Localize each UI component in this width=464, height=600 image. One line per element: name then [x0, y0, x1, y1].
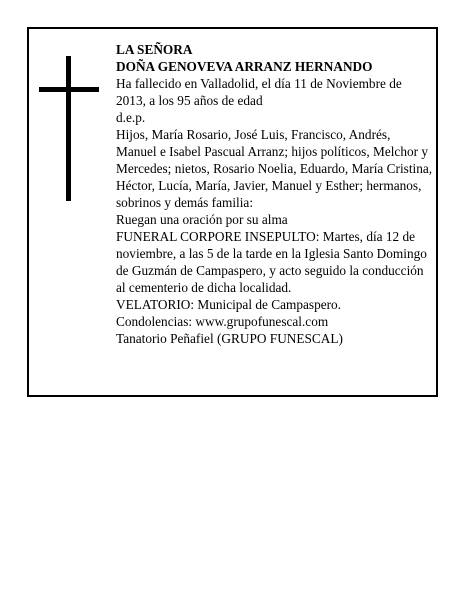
cross-vertical-bar [66, 56, 71, 201]
heading-title: LA SEÑORA [116, 42, 193, 57]
obituary-notice [27, 27, 438, 397]
wake-details: VELATORIO: Municipal de Campaspero. [116, 297, 342, 312]
rip-text: d.e.p. [116, 110, 146, 125]
cross-icon [39, 56, 99, 201]
condolences-link: Condolencias: www.grupofunescal.com [116, 314, 329, 329]
family-list: Hijos, María Rosario, José Luis, Francisco, Andrés, Manuel e Isabel Pascual Arranz; hijos políticos, Melchor y Mercedes; nietos, Rosario Noelia, Eduardo, María Cristina, Héctor, Lucía, María, Javier, Manuel y Esther; hermanos, sobrinos y demás familia: [116, 127, 433, 210]
obituary-text [116, 41, 434, 347]
cross-horizontal-bar [39, 87, 99, 92]
deceased-name: DOÑA GENOVEVA ARRANZ HERNANDO [116, 59, 373, 74]
funeral-home: Tanatorio Peñafiel (GRUPO FUNESCAL) [116, 331, 343, 346]
funeral-details: FUNERAL CORPORE INSEPULTO: Martes, día 12 de noviembre, a las 5 de la tarde en la Iglesia Santo Domingo de Guzmán de Campaspero, y acto seguido la conducción al cementerio de dicha localidad. [116, 229, 427, 295]
prayer-request: Ruegan una oración por su alma [116, 212, 288, 227]
death-statement: Ha fallecido en Valladolid, el día 11 de Noviembre de 2013, a los 95 años de edad [116, 76, 402, 108]
